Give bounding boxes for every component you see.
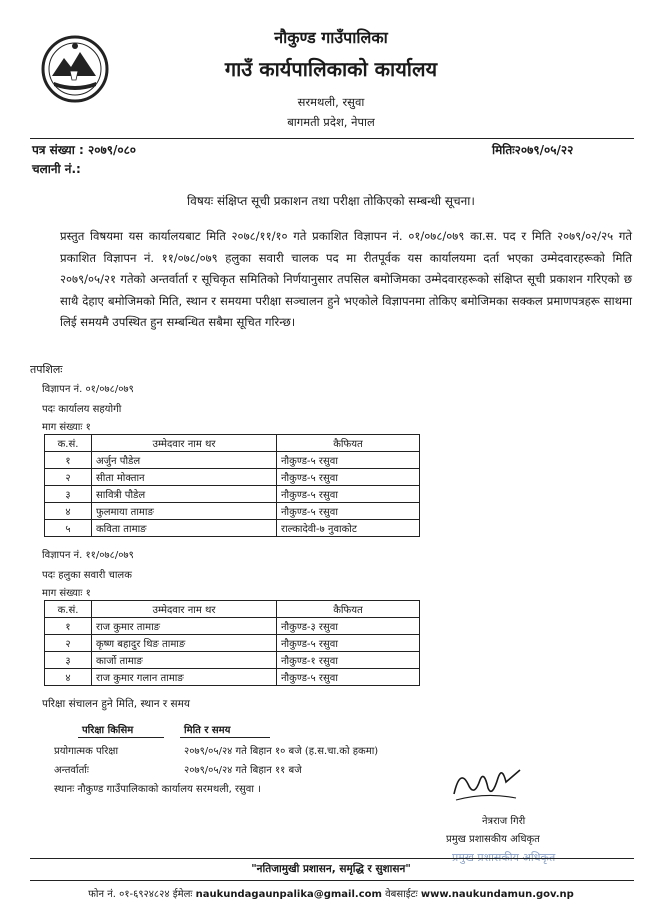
ad2-demand: माग संख्याः १ [42,588,91,599]
body-paragraph: प्रस्तुत विषयमा यस कार्यालयबाट मिति २०७८/११/१० गते प्रकाशित विज्ञापन नं. ०१/०७८/०७९ का.स. पद र मिति २०७९/०२/२५ गते प्रकाशित विज्ञापन नं. ११/०७८/०७९ हलुका सवारी चालक पद मा रीतपूर्वक यस कार्यालयमा दर्ता भएका उम्मेदवारहरूको मिति २०७९/०५/२१ गतेको अन्तर्वार्ता र सूचिकृत समितिको निर्णयानुसार तपसिल बमोजिमका उम्मेदवारहरूको संक्षिप्त सूची प्रकाशन गरिएको छ साथै देहाए बमोजिमको मिति, स्थान र समयमा परीक्षा सञ्चालन हुने भएकोले विज्ञापनमा तोकिए बमोजिमका सक्कल प्रमाणपत्रहरू साथमा लिई समयमै उपस्थित हुन सम्बन्धित सबैमा सूचित गरिन्छ। [60,229,632,329]
row-name: कार्जो तामाङ [92,652,277,669]
letter-date-label: मितिः [492,143,515,157]
row-name: सावित्री पौडेल [92,486,277,503]
official-stamp: प्रमुख प्रशासकीय अधिकृत [452,851,556,864]
email-address: naukundagaunpalika@gmail.com [195,889,382,900]
row-sn: ४ [45,503,92,520]
col-remarks-header: कैफियत [277,601,420,618]
table-row [45,635,420,652]
col-name-header: उम्मेदवार नाम थर [92,601,277,618]
letter-number [32,141,136,158]
row-sn: २ [45,635,92,652]
phone-label: फोन नं. [88,889,116,900]
row-name: कविता तामाङ [92,520,277,537]
ad1-candidate-table [44,434,420,537]
municipality-name: नौकुण्ड गाउँपालिका [274,28,388,47]
col-sn-header: क.सं. [45,435,92,452]
row-remarks: राल्कादेवी-७ नुवाकोट [277,520,420,537]
exam-row-datetime: २०७९/०५/२४ गते बिहान १० बजे (ह.स.चा.को हकमा) [184,746,379,757]
row-remarks: नौकुण्ड-५ रसुवा [277,486,420,503]
footer-divider-2 [30,880,634,881]
row-remarks: नौकुण्ड-५ रसुवा [277,469,420,486]
letter-date-value: २०७९/०५/२२ [514,143,574,157]
table-row [45,486,420,503]
exam-row-type: प्रयोगात्मक परिक्षा [54,746,119,757]
subject-line: विषयः संक्षिप्त सूची प्रकाशन तथा परीक्षा तोकिएको सम्बन्धी सूचना। [187,194,475,208]
exam-col-datetime-underline [180,737,270,738]
ad2-post: पदः हलुका सवारी चालक [42,570,132,581]
phone-number: ०१-६९२४८२४ [119,889,170,900]
table-row [45,652,420,669]
header-divider [30,138,634,139]
row-name: अर्जुन पौडेल [92,452,277,469]
table-row [45,503,420,520]
table-row [45,520,420,537]
exam-col-type: परिक्षा किसिम [82,725,134,736]
exam-col-datetime: मिति र समय [184,725,231,736]
row-name: कृष्ण बहादुर थिङ तामाङ [92,635,277,652]
row-name: राज कुमार गलान तामाङ [92,669,277,686]
row-name: फुलमाया तामाङ [92,503,277,520]
exam-row-type: अन्तर्वार्ताः [54,765,89,776]
table-row [45,618,420,635]
row-remarks: नौकुण्ड-५ रसुवा [277,503,420,520]
letter-number-label: पत्र संख्या : [32,143,84,157]
table-row [45,669,420,686]
footer-divider [30,858,634,859]
row-sn: १ [45,452,92,469]
ad2-candidate-table [44,600,420,686]
exam-col-type-underline [78,737,164,738]
dispatch-number-label: चलानी नं.: [32,162,81,176]
row-sn: ३ [45,486,92,503]
website-address: www.naukundamun.gov.np [420,889,574,900]
signatory-name: नेत्रराज गिरी [482,816,526,827]
col-remarks-header: कैफियत [277,435,420,452]
letter-number-value: २०७९/०८० [87,143,137,157]
row-remarks: नौकुण्ड-५ रसुवा [277,669,420,686]
address-line-1: सरमथली, रसुवा [297,95,365,109]
row-sn: ३ [45,652,92,669]
ad1-number: विज्ञापन नं. ०१/०७८/०७९ [42,384,134,395]
office-name: गाउँ कार्यपालिकाको कार्यालय [224,57,438,81]
table-header-row [45,601,420,618]
row-remarks: नौकुण्ड-५ रसुवा [277,452,420,469]
col-name-header: उम्मेदवार नाम थर [92,435,277,452]
signatory-title: प्रमुख प्रशासकीय अधिकृत [446,834,540,845]
row-remarks: नौकुण्ड-५ रसुवा [277,635,420,652]
tapsil-label: तपशिलः [30,363,63,376]
ad1-post: पदः कार्यालय सहयोगी [42,404,122,415]
footer-contact [0,886,662,900]
ad2-number: विज्ञापन नं. ११/०७८/०७९ [42,550,134,561]
website-label: वेबसाईटः [385,889,418,900]
row-sn: ४ [45,669,92,686]
row-sn: २ [45,469,92,486]
table-row [45,469,420,486]
letter-date [492,141,573,158]
email-label: ईमेलः [172,889,193,900]
col-sn-header: क.सं. [45,601,92,618]
ad1-demand: माग संख्याः १ [42,422,91,433]
motto: "नतिजामुखी प्रशासन, समृद्धि र सुशासन" [251,863,411,875]
row-remarks: नौकुण्ड-३ रसुवा [277,618,420,635]
row-sn: ५ [45,520,92,537]
exam-row-datetime: २०७९/०५/२४ गते बिहान ११ बजे [184,765,302,776]
row-sn: १ [45,618,92,635]
address-line-2: बागमती प्रदेश, नेपाल [287,115,375,129]
exam-heading: परिक्षा संचालन हुने मिति, स्थान र समय [42,698,191,710]
signature-icon [446,758,526,810]
row-remarks: नौकुण्ड-१ रसुवा [277,652,420,669]
table-row [45,452,420,469]
table-header-row [45,435,420,452]
row-name: सीता मोक्तान [92,469,277,486]
exam-place: स्थानः नौकुण्ड गाउँपालिकाको कार्यालय सरमथली, रसुवा । [54,784,261,795]
row-name: राज कुमार तामाङ [92,618,277,635]
